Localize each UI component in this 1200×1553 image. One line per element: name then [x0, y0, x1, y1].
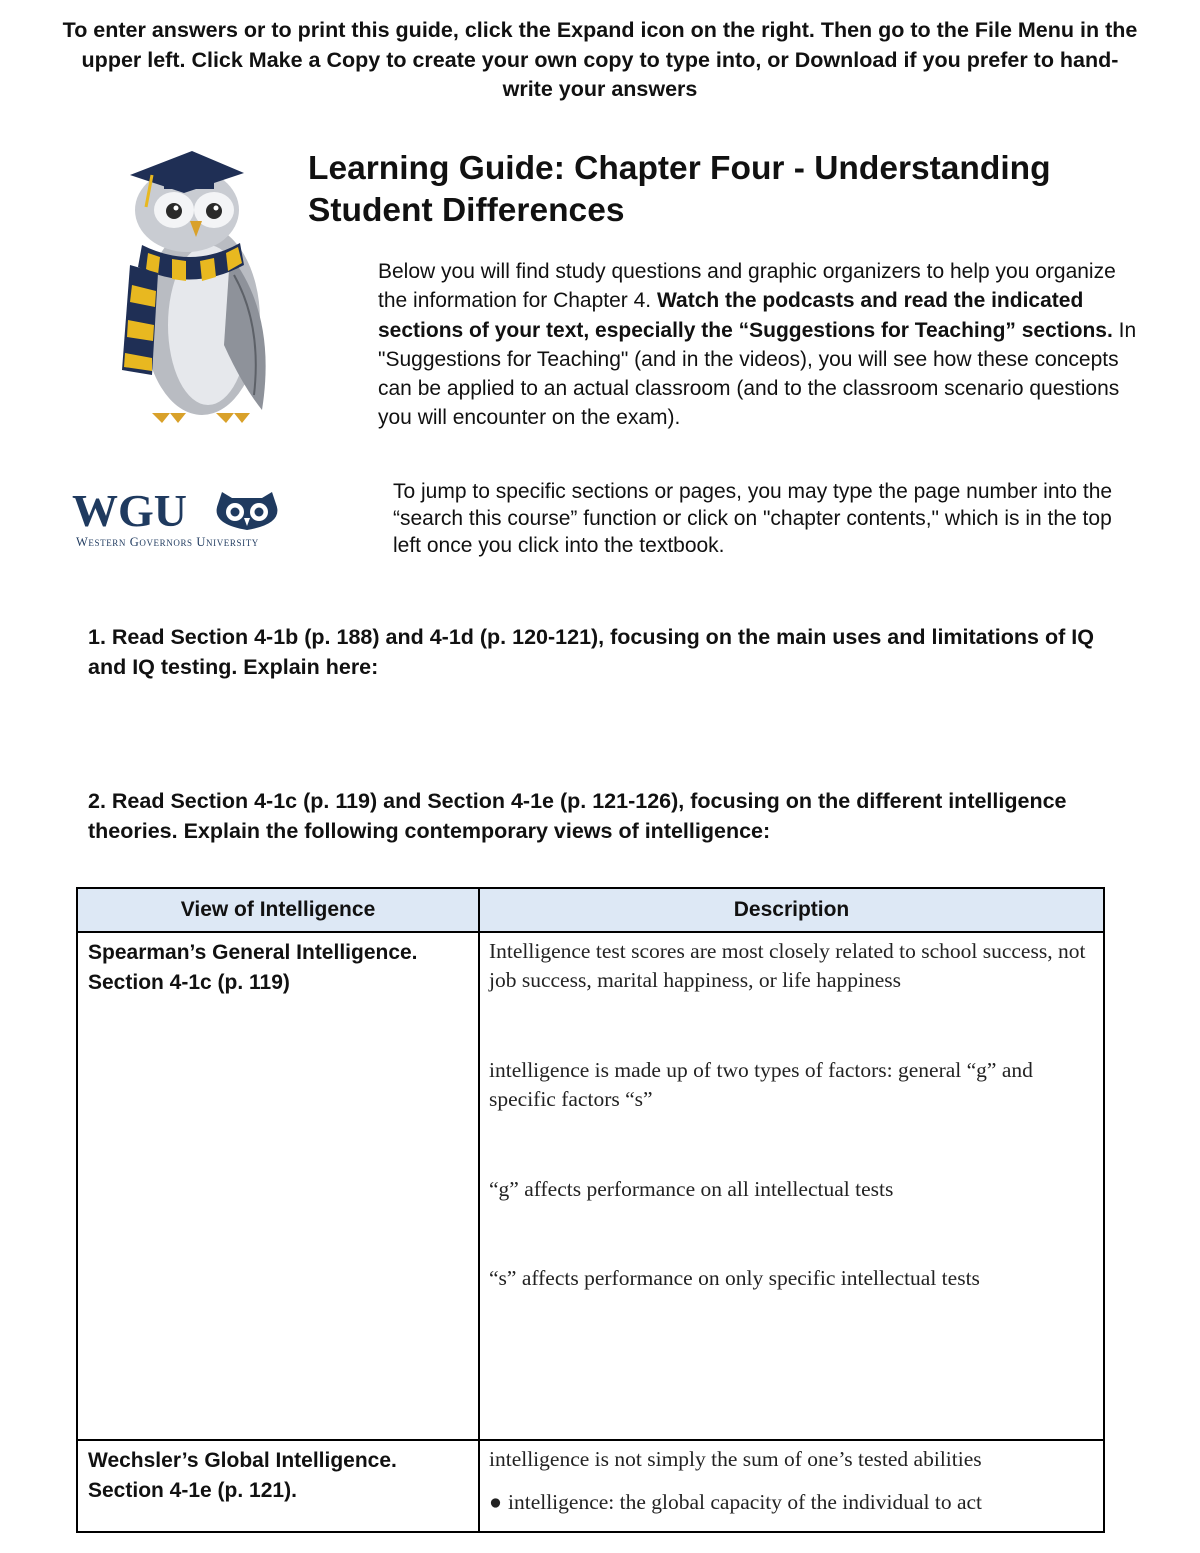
jump-instructions: To jump to specific sections or pages, you may type the page number into the “search this course” function or click on "chapter contents," which is in the top left once you click into the textbook.	[393, 480, 1113, 557]
page-title: Learning Guide: Chapter Four - Understanding Student Differences	[308, 150, 1051, 229]
view-cell: Spearman’s General Intelligence. Section 4-1c (p. 119)	[77, 932, 479, 1440]
description-line: “s” affects performance on only specific intellectual tests	[489, 1265, 980, 1290]
logo-tagline: Western Governors University	[76, 535, 259, 549]
instructions-notice: To enter answers or to print this guide, click the Expand icon on the right. Then go to the File Menu in the upper left. Click Make a Copy to create your own copy to type into, or Download if you prefer to hand-write your answers	[62, 18, 1138, 101]
owl-mascot-icon	[112, 145, 282, 445]
description-line: intelligence is not simply the sum of one’s tested abilities	[489, 1447, 982, 1471]
description-line: “g” affects performance on all intellectual tests	[489, 1177, 894, 1201]
header-view: View of Intelligence	[77, 888, 479, 932]
intro-text-part2: In "Suggestions for Teaching" (and in the videos), you will see how these concepts can be applied to an actual classroom (and to the classroom scenario questions you will encounter on the exam).	[378, 318, 1137, 430]
table-row	[77, 1440, 1104, 1532]
intro-paragraph	[378, 257, 1138, 433]
description-line: intelligence is made up of two types of factors: general “g” and specific factors “s”	[489, 1058, 1033, 1111]
table-row	[77, 932, 1104, 1440]
logo-wordmark: WGU	[72, 485, 187, 536]
description-cell[interactable]	[479, 1440, 1104, 1532]
question-1: 1. Read Section 4-1b (p. 188) and 4-1d (p. 120-121), focusing on the main uses and limitations of IQ and IQ testing. Explain here:	[88, 625, 1094, 679]
description-cell[interactable]	[479, 932, 1104, 1440]
view-cell: Wechsler’s Global Intelligence. Section 4-1e (p. 121).	[77, 1440, 479, 1532]
owl-face-icon	[217, 492, 278, 530]
intro-text-bold: Watch the podcasts and read the indicated sections of your text, especially the “Suggestions for Teaching” sections.	[378, 289, 1113, 342]
header-description: Description	[479, 888, 1104, 932]
question-2: 2. Read Section 4-1c (p. 119) and Section 4-1e (p. 121-126), focusing on the different intelligence theories. Explain the following contemporary views of intelligence:	[88, 789, 1067, 843]
description-line: Intelligence test scores are most closely related to school success, not job success, marital happiness, or life happiness	[489, 939, 1086, 992]
intelligence-views-table	[76, 887, 1105, 1533]
table-header-row	[77, 888, 1104, 932]
wgu-logo	[72, 484, 297, 550]
intro-text-part1: Below you will find study questions and graphic organizers to help you organize the information for Chapter 4.	[378, 260, 1116, 313]
description-bullet	[489, 1488, 1094, 1517]
bullet-text: intelligence: the global capacity of the individual to act	[508, 1489, 983, 1514]
bullet-icon: ●	[489, 1489, 502, 1514]
